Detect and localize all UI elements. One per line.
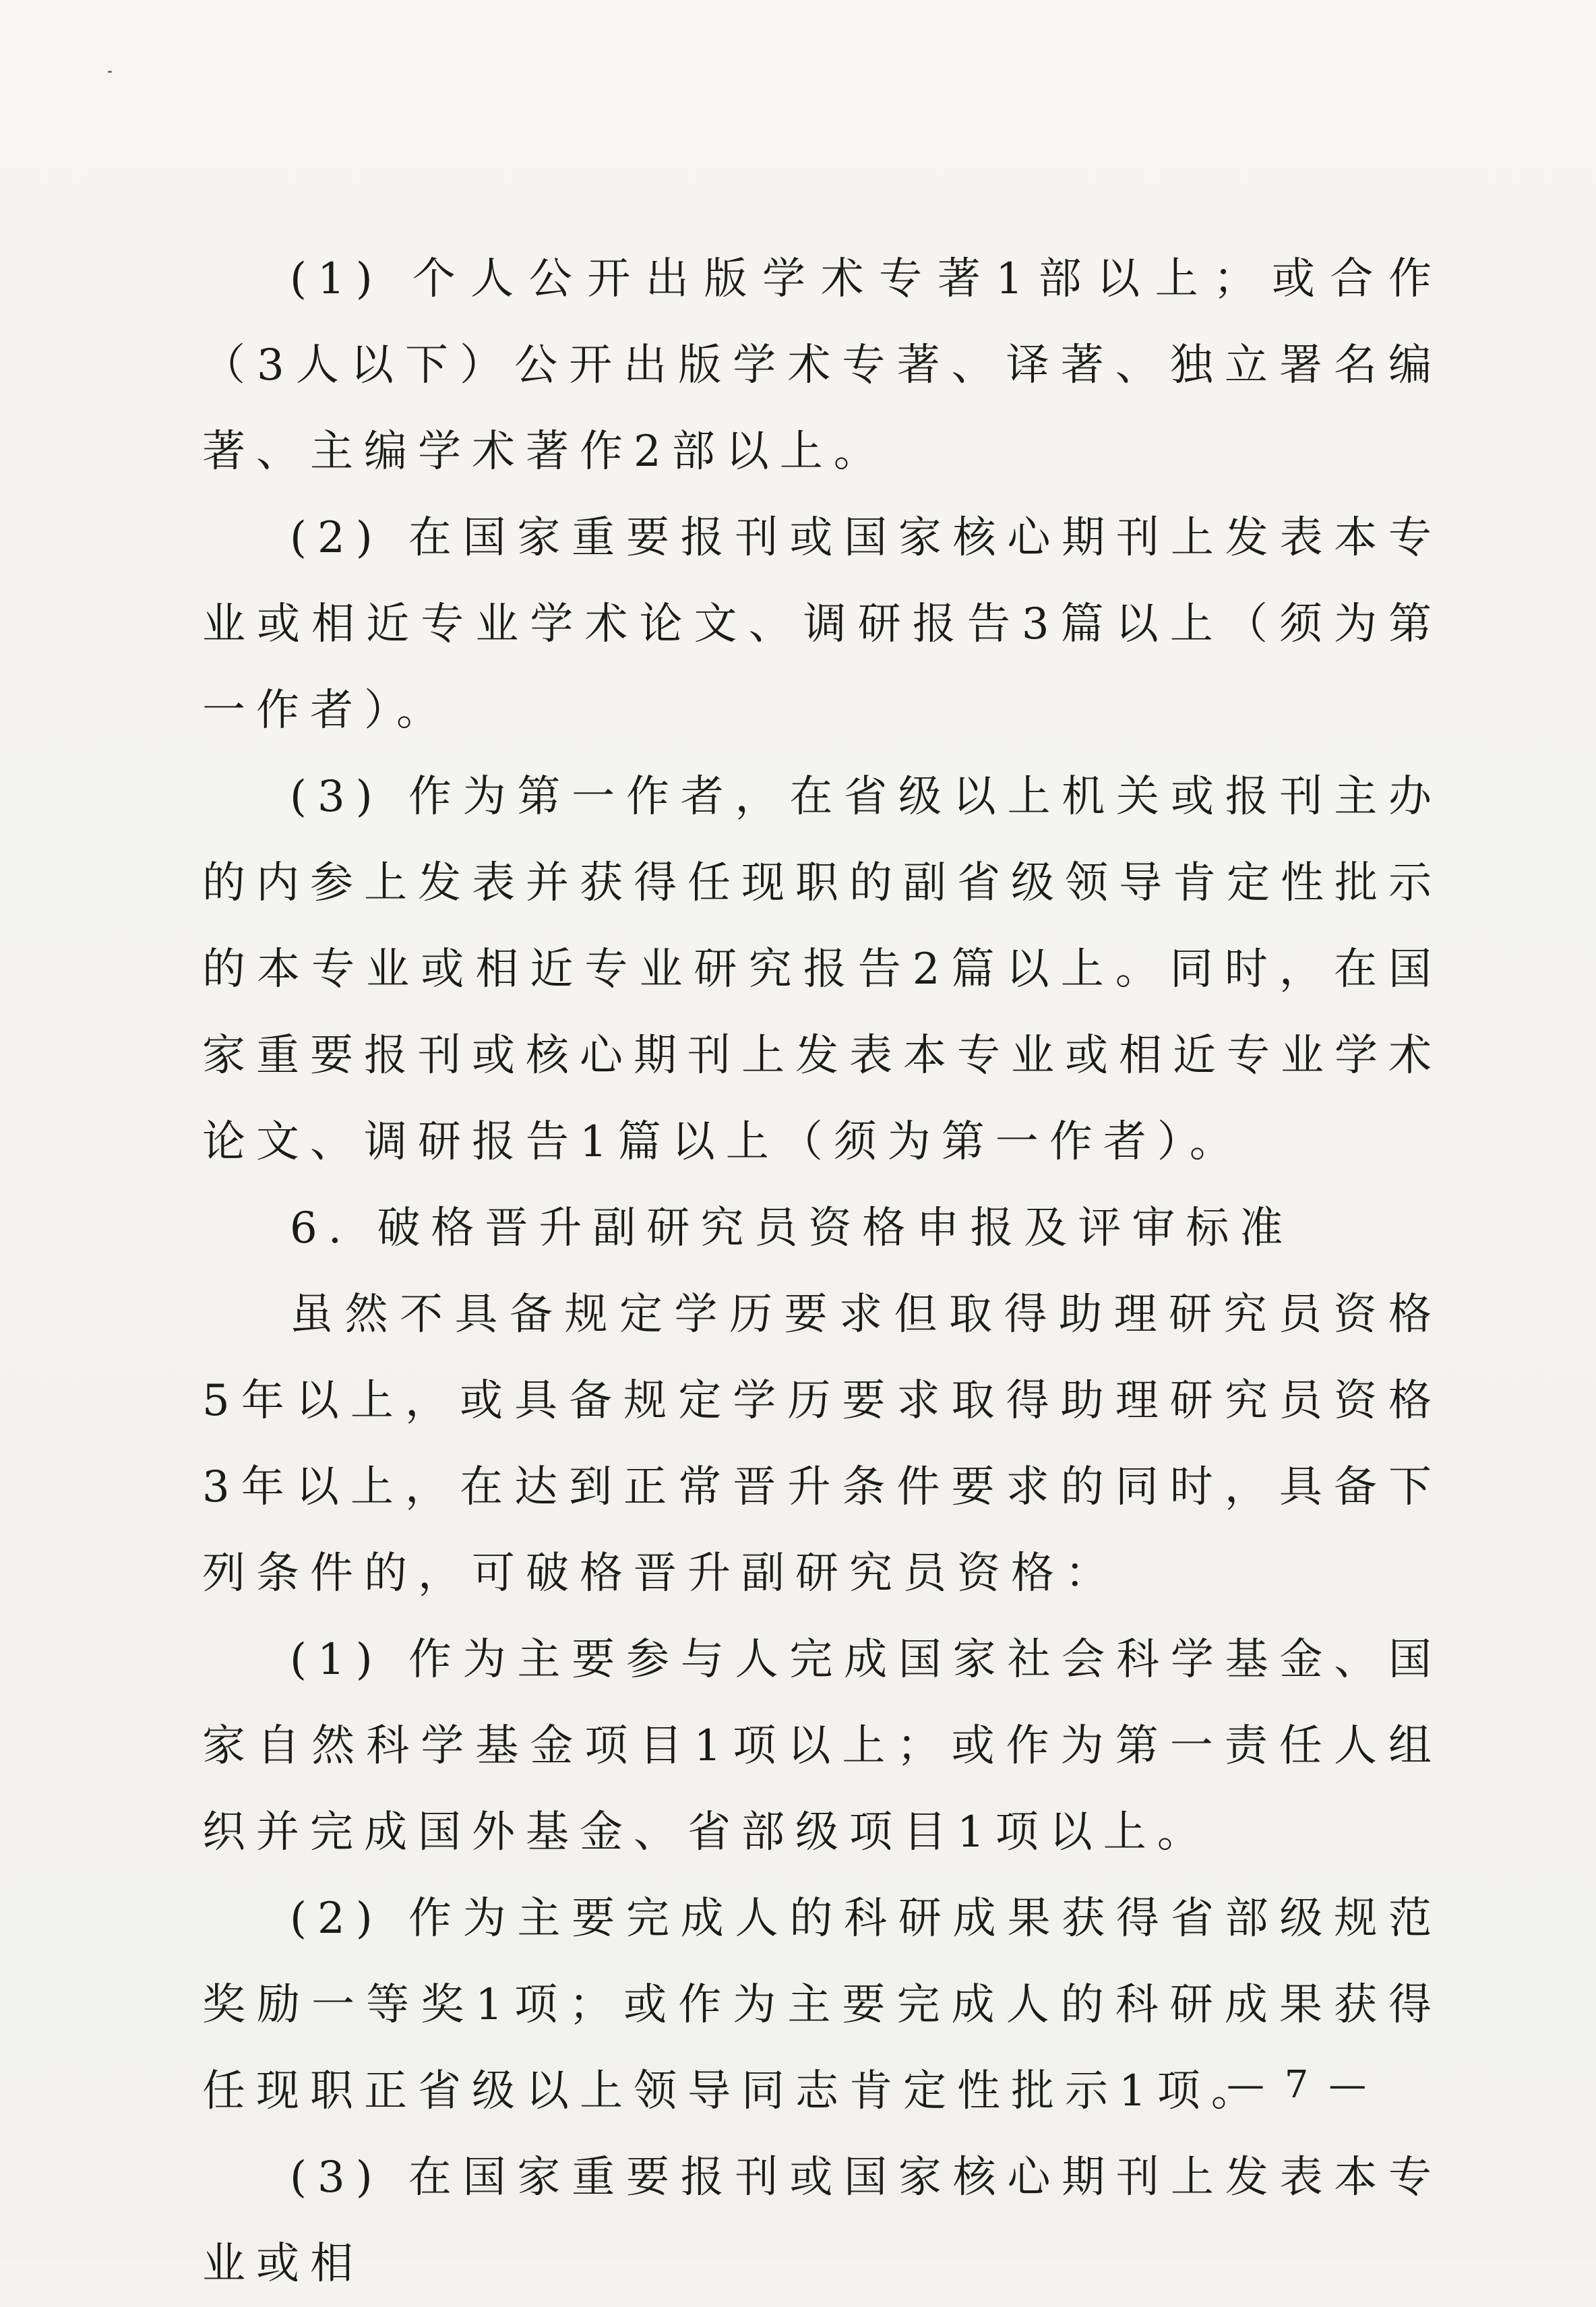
paragraph-3: (3) 作为第一作者，在省级以上机关或报刊主办的内参上发表并获得任现职的副省级领导肯定性批示的本专业或相近专业研究报告2篇以上。同时，在国家重要报刊或核心期刊上发表本专业或相近专业学术论文、调研报告1篇以上（须为第一作者）。 bbox=[202, 772, 1442, 1167]
paragraph-5: 虽然不具备规定学历要求但取得助理研究员资格5年以上，或具备规定学历要求取得助理研究员资格3年以上，在达到正常晋升条件要求的同时，具备下列条件的，可破格晋升副研究员资格： bbox=[202, 1290, 1442, 1598]
page-number: — 7 — bbox=[1227, 2063, 1371, 2107]
scan-speck bbox=[108, 71, 112, 73]
paragraph-2: (2) 在国家重要报刊或国家核心期刊上发表本专业或相近专业学术论文、调研报告3篇以上（须为第一作者）。 bbox=[202, 513, 1442, 736]
paragraph-6: (1) 作为主要参与人完成国家社会科学基金、国家自然科学基金项目1项以上；或作为第一责任人组织并完成国外基金、省部级项目1项以上。 bbox=[202, 1635, 1442, 1857]
paragraph-1: (1) 个人公开出版学术专著1部以上；或合作（3人以下）公开出版学术专著、译著、独立署名编著、主编学术著作2部以上。 bbox=[202, 254, 1442, 477]
paragraph-7: (2) 作为主要完成人的科研成果获得省部级规范奖励一等奖1项；或作为主要完成人的科研成果获得任现职正省级以上领导同志肯定性批示1项。 bbox=[202, 1894, 1442, 2116]
document-body bbox=[202, 236, 1442, 2307]
paragraph-8: (3) 在国家重要报刊或国家核心期刊上发表本专业或相 bbox=[202, 2153, 1442, 2289]
section-heading: 6. 破格晋升副研究员资格申报及评审标准 bbox=[290, 1203, 1294, 1253]
